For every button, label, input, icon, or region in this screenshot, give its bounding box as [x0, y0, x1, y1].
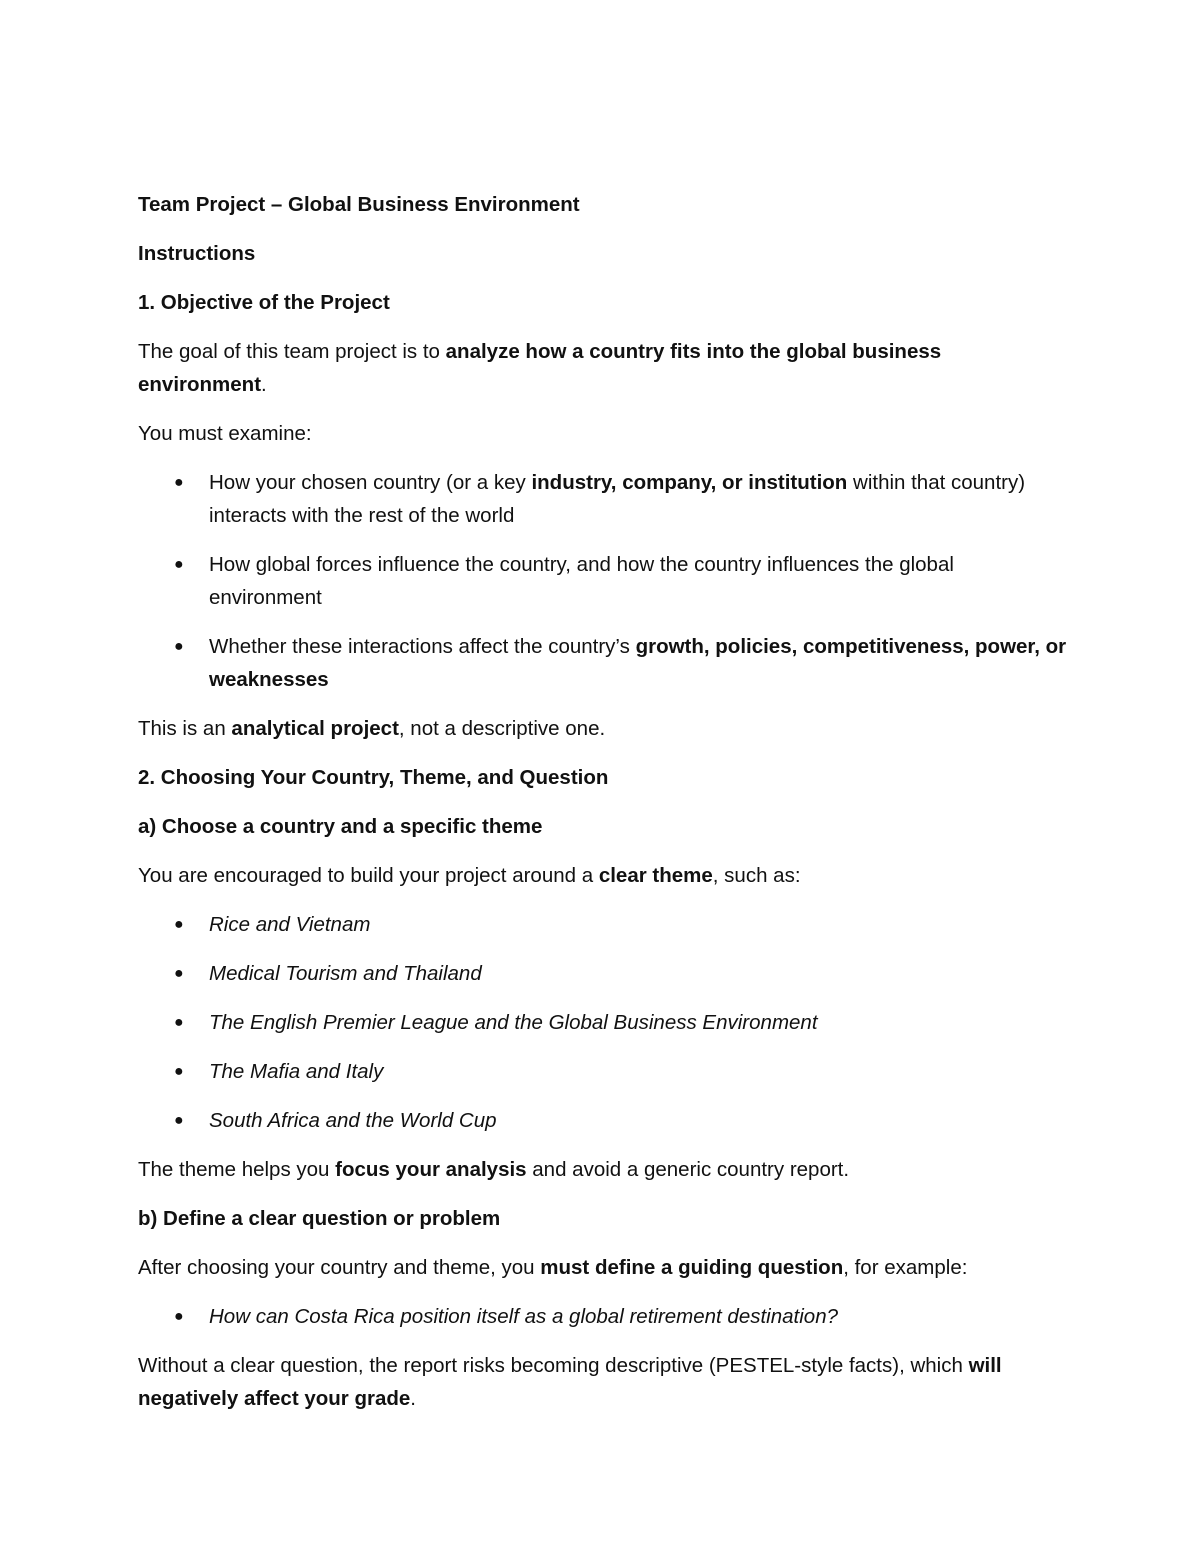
document-subtitle: Instructions — [138, 242, 256, 265]
bullet-icon: ● — [174, 638, 184, 655]
section2a-heading: a) Choose a country and a specific theme — [138, 815, 543, 838]
grade-warning: Without a clear question, the report risks becoming descriptive (PESTEL-style facts), which will negatively affect your grade. — [138, 1354, 1002, 1410]
section1-goal-paragraph: The goal of this team project is to analyze how a country fits into the global business environment. — [138, 340, 942, 396]
bullet-icon: ● — [174, 474, 184, 491]
bullet-icon: ● — [174, 916, 184, 933]
list-item: ● How can Costa Rica position itself as a global retirement destination? — [138, 1300, 1068, 1333]
theme-intro: You are encouraged to build your project around a clear theme, such as: — [138, 864, 801, 887]
list-item: ● Rice and Vietnam — [138, 908, 1068, 941]
list-item: ● The English Premier League and the Global Business Environment — [138, 1006, 1068, 1039]
section2b-heading: b) Define a clear question or problem — [138, 1207, 501, 1230]
document-body — [138, 188, 1068, 1431]
bullet-icon: ● — [174, 1308, 184, 1325]
bullet-icon: ● — [174, 1063, 184, 1080]
bullet-icon: ● — [174, 1112, 184, 1129]
examine-intro: You must examine: — [138, 422, 312, 445]
list-item: ● How global forces influence the country, and how the country influences the global environment — [138, 548, 1068, 614]
list-item: ● How your chosen country (or a key industry, company, or institution within that country) interacts with the rest of the world — [138, 466, 1068, 532]
list-item: ● South Africa and the World Cup — [138, 1104, 1068, 1137]
bullet-icon: ● — [174, 1014, 184, 1031]
examine-list — [138, 466, 1068, 696]
list-item: ● Medical Tourism and Thailand — [138, 957, 1068, 990]
bullet-icon: ● — [174, 965, 184, 982]
list-item: ● Whether these interactions affect the country’s growth, policies, competitiveness, power, or weaknesses — [138, 630, 1068, 696]
bullet-icon: ● — [174, 556, 184, 573]
theme-note: The theme helps you focus your analysis and avoid a generic country report. — [138, 1158, 850, 1181]
document-title: Team Project – Global Business Environment — [138, 193, 580, 216]
section2-heading: 2. Choosing Your Country, Theme, and Question — [138, 766, 609, 789]
question-example-list — [138, 1300, 1068, 1333]
section1-heading: 1. Objective of the Project — [138, 291, 390, 314]
theme-examples-list — [138, 908, 1068, 1137]
question-intro: After choosing your country and theme, you must define a guiding question, for example: — [138, 1256, 968, 1279]
list-item: ● The Mafia and Italy — [138, 1055, 1068, 1088]
analytical-note: This is an analytical project, not a descriptive one. — [138, 717, 606, 740]
